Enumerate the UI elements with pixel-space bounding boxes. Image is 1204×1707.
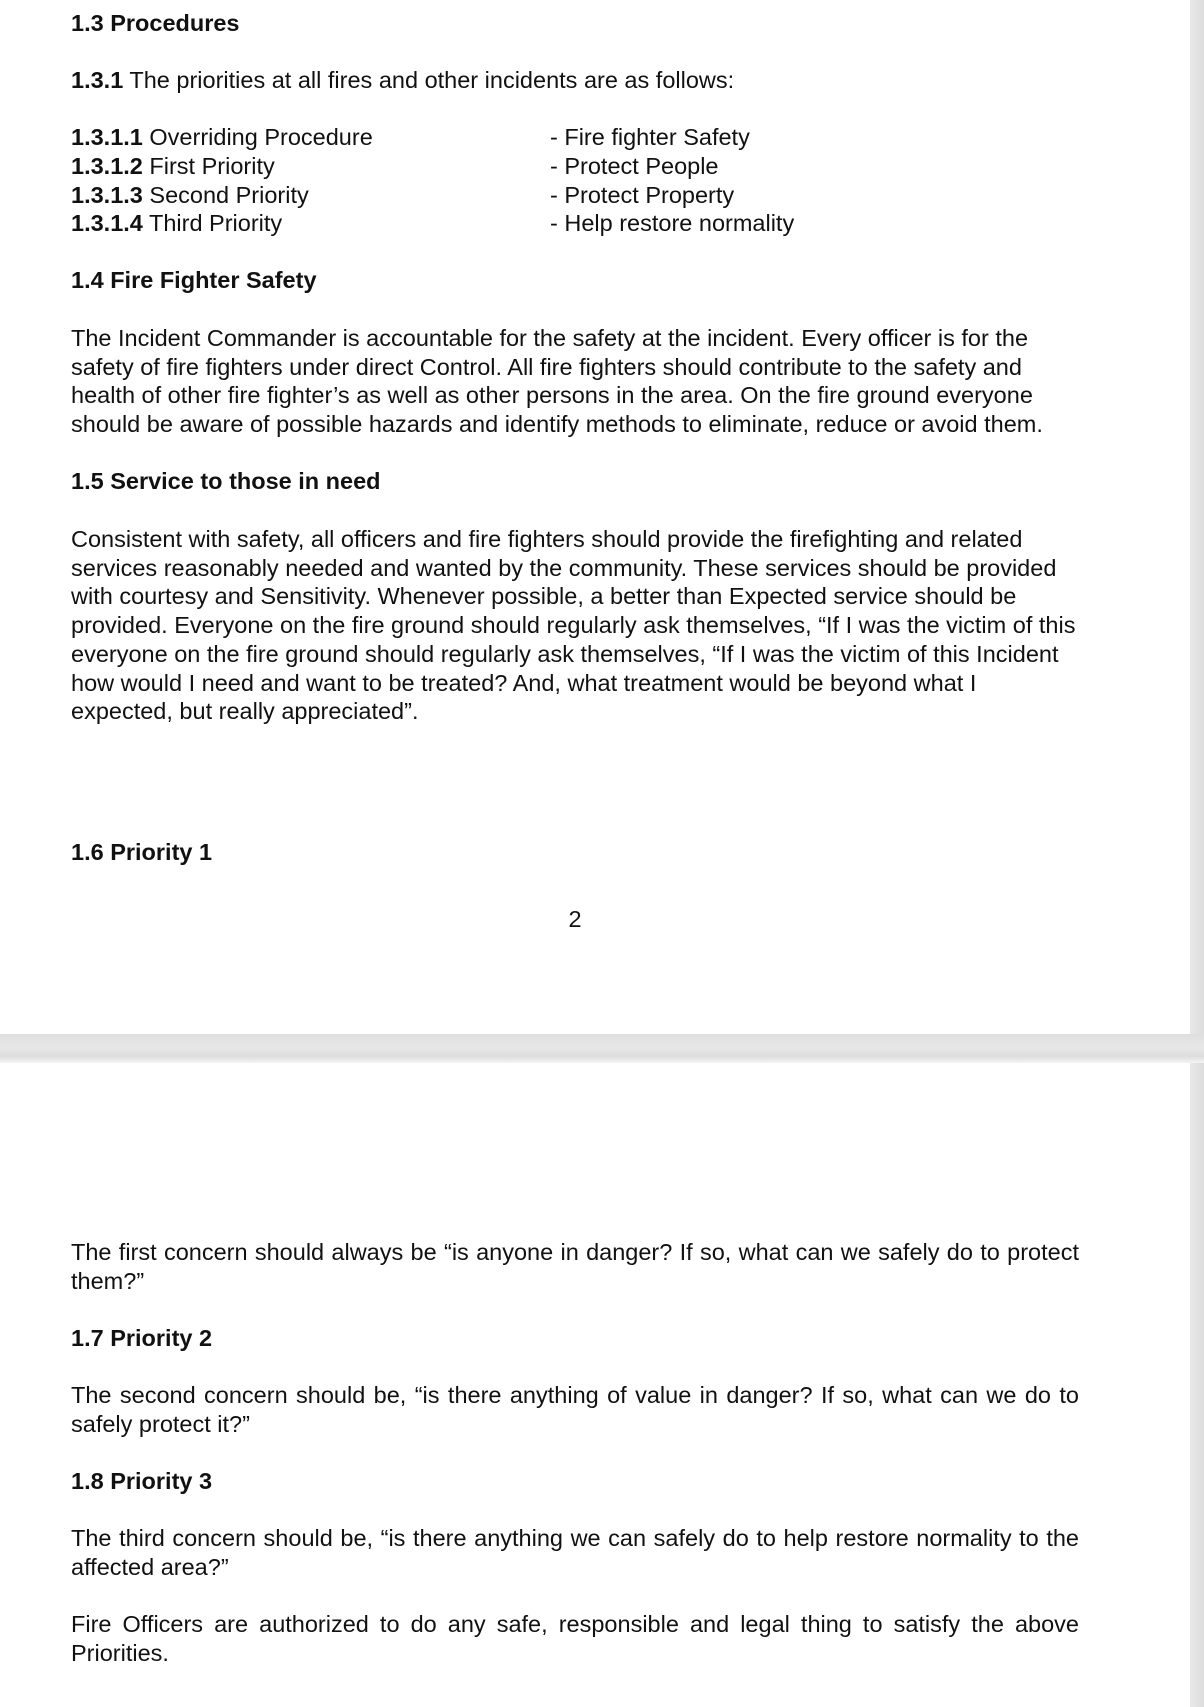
paragraph-1-8: The third concern should be, “is there anything we can safely do to help restore normality to the affected area?”	[71, 1525, 1079, 1580]
priority-actions-list	[550, 123, 794, 238]
paragraph-1-7: The second concern should be, “is there anything of value in danger? If so, what can we do to safely protect it?”	[71, 1382, 1079, 1437]
heading-1-8: 1.8 Priority 3	[71, 1468, 213, 1494]
heading-1-7: 1.7 Priority 2	[71, 1325, 213, 1351]
priority-action-3: - Protect Property	[550, 181, 735, 208]
priority-row-3: 1.3.1.3 Second Priority	[71, 181, 309, 208]
priority-row-1: 1.3.1.1 Overriding Procedure	[71, 124, 373, 150]
priorities-intro-number: 1.3.1	[71, 67, 124, 93]
page-separator	[0, 1034, 1204, 1063]
priority-row-2: 1.3.1.2 First Priority	[71, 152, 275, 179]
priority-action-1: - Fire fighter Safety	[550, 124, 750, 150]
priority-names-list	[71, 123, 373, 238]
priorities-intro-text: The priorities at all fires and other incidents are as follows:	[123, 67, 735, 93]
heading-1-5: 1.5 Service to those in need	[71, 468, 381, 494]
paragraph-1-4: The Incident Commander is accountable for the safety at the incident. Every officer is for the safety of fire fighters under direct Control. All fire fighters should contribute to the safety and health of other fire fighter’s as well as other persons in the area. On the fire ground everyone should be aware of possible hazards and identify methods to eliminate, reduce or avoid them.	[71, 325, 1043, 438]
document-page-2	[0, 1063, 1190, 1707]
paragraph-1-5: Consistent with safety, all officers and fire fighters should provide the firefighting and related services reasonably needed and wanted by the community. These services should be provided with courtesy and Sensitivity. Whenever possible, a better than Expected service should be provided. Everyone on the fire ground should regularly ask themselves, “If I was the victim of this everyone on the fire ground should regularly ask themselves, “If I was the victim of this Incident how would I need and want to be treated? And, what treatment would be beyond what I expected, but really appreciated”.	[71, 526, 1076, 725]
page-number: 2	[568, 906, 582, 932]
paragraph-final: Fire Officers are authorized to do any safe, responsible and legal thing to satisfy the above Priorities.	[71, 1611, 1079, 1666]
priority-action-2: - Protect People	[550, 152, 719, 179]
priorities-intro	[71, 66, 734, 95]
heading-1-6: 1.6 Priority 1	[71, 839, 213, 865]
priority-action-4: - Help restore normality	[550, 210, 795, 237]
viewer-right-edge	[1190, 0, 1204, 1707]
paragraph-1-6: The first concern should always be “is anyone in danger? If so, what can we safely do to protect them?”	[71, 1239, 1079, 1294]
priority-row-4: 1.3.1.4 Third Priority	[71, 210, 283, 237]
heading-1-3: 1.3 Procedures	[71, 10, 240, 36]
heading-1-4: 1.4 Fire Fighter Safety	[71, 267, 317, 293]
